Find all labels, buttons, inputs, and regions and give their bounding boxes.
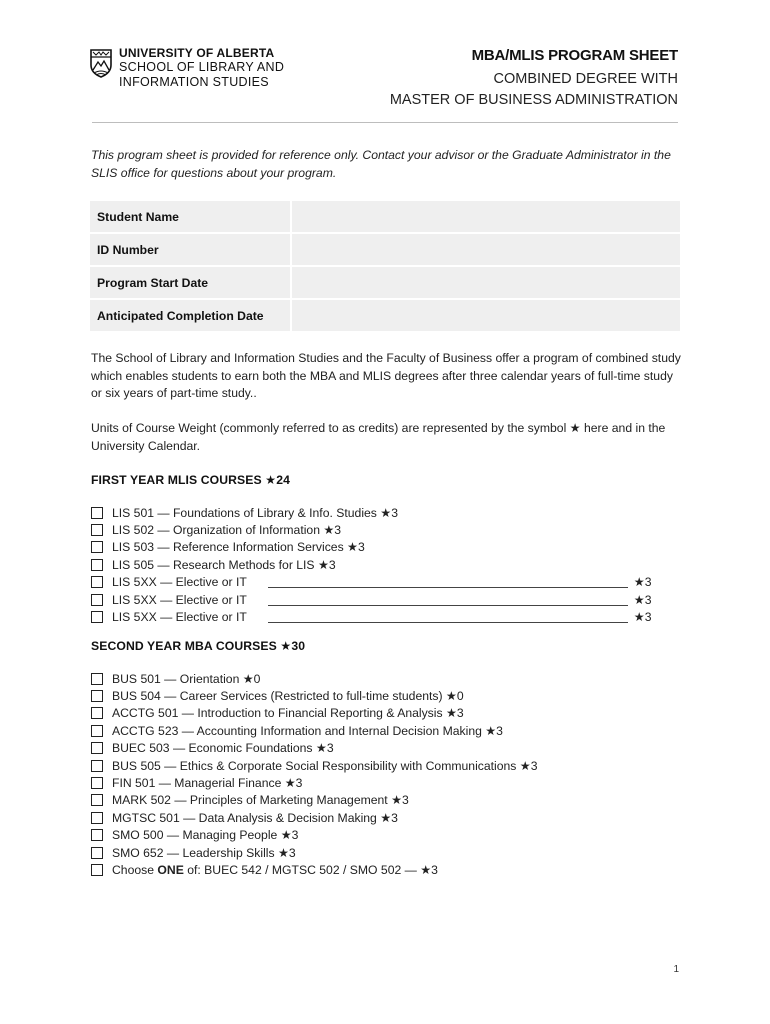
intro-note: This program sheet is provided for reference only. Contact your advisor or the Graduate Administrator in the SLIS office for questions about your program. — [91, 148, 671, 180]
choose-prefix: Choose — [112, 862, 158, 877]
list-item — [91, 757, 671, 774]
course-checkbox[interactable] — [91, 594, 103, 606]
course-checkbox[interactable] — [91, 707, 103, 719]
course-checkbox[interactable] — [91, 829, 103, 841]
list-item — [91, 722, 671, 739]
list-item — [91, 591, 671, 608]
program-start-date-label: Program Start Date — [90, 267, 290, 298]
course-checkbox[interactable] — [91, 611, 103, 623]
logo-university-name: UNIVERSITY OF ALBERTA — [119, 46, 275, 60]
id-number-row — [90, 234, 680, 265]
course-checkbox[interactable] — [91, 690, 103, 702]
course-checkbox[interactable] — [91, 794, 103, 806]
course-checkbox[interactable] — [91, 541, 103, 553]
course-checkbox[interactable] — [91, 847, 103, 859]
university-logo — [90, 47, 284, 91]
student-name-row — [90, 201, 680, 232]
list-item — [91, 774, 671, 791]
list-item — [91, 792, 671, 809]
page-number: 1 — [673, 964, 679, 975]
second-year-heading: SECOND YEAR MBA COURSES ★30 — [91, 639, 306, 653]
course-label: BUEC 503 — Economic Foundations ★3 — [112, 741, 334, 756]
page-subtitle-2: MASTER OF BUSINESS ADMINISTRATION — [389, 92, 678, 108]
logo-school-name-2: INFORMATION STUDIES — [119, 74, 269, 89]
course-label: FIN 501 — Managerial Finance ★3 — [112, 776, 303, 791]
course-label: BUS 505 — Ethics & Corporate Social Responsibility with Communications ★3 — [112, 758, 538, 773]
program-start-date-row — [90, 267, 680, 298]
list-item — [91, 844, 671, 861]
list-item — [91, 608, 671, 625]
list-item — [91, 539, 671, 556]
course-checkbox[interactable] — [91, 559, 103, 571]
course-label: MARK 502 — Principles of Marketing Management ★3 — [112, 793, 409, 808]
elective-label: LIS 5XX — Elective or IT — [112, 610, 247, 625]
elective-label: LIS 5XX — Elective or IT — [112, 575, 247, 590]
course-label: MGTSC 501 — Data Analysis & Decision Making ★3 — [112, 810, 398, 825]
course-checkbox[interactable] — [91, 507, 103, 519]
course-checkbox[interactable] — [91, 576, 103, 588]
course-label: LIS 503 — Reference Information Services ★3 — [112, 540, 365, 555]
student-info-table — [90, 201, 680, 333]
completion-date-field[interactable] — [292, 300, 680, 331]
completion-date-label: Anticipated Completion Date — [90, 300, 290, 331]
credits-explanation: Units of Course Weight (commonly referred to as credits) are represented by the symbol ★ here and in the University Calendar. — [91, 421, 666, 453]
course-label: BUS 501 — Orientation ★0 — [112, 671, 261, 686]
list-item — [91, 705, 671, 722]
student-name-label: Student Name — [90, 201, 290, 232]
list-item — [91, 574, 671, 591]
id-number-field[interactable] — [292, 234, 680, 265]
id-number-label: ID Number — [90, 234, 290, 265]
course-checkbox[interactable] — [91, 777, 103, 789]
list-item — [91, 809, 671, 826]
course-label: SMO 500 — Managing People ★3 — [112, 828, 299, 843]
course-label: ACCTG 501 — Introduction to Financial Reporting & Analysis ★3 — [112, 706, 464, 721]
university-crest-icon — [90, 48, 112, 78]
elective-blank-field[interactable] — [268, 576, 628, 588]
logo-school-name-1: SCHOOL OF LIBRARY AND — [119, 60, 285, 74]
list-item — [91, 687, 671, 704]
course-checkbox[interactable] — [91, 524, 103, 536]
list-item — [91, 670, 671, 687]
elective-credit: ★3 — [633, 592, 652, 607]
course-label: BUS 504 — Career Services (Restricted to full-time students) ★0 — [112, 689, 464, 704]
page-subtitle-1: COMBINED DEGREE WITH — [493, 71, 678, 87]
page-title: MBA/MLIS PROGRAM SHEET — [471, 47, 678, 64]
course-label: LIS 505 — Research Methods for LIS ★3 — [112, 557, 336, 572]
course-checkbox[interactable] — [91, 742, 103, 754]
header-divider — [92, 122, 678, 123]
list-item — [91, 827, 671, 844]
elective-blank-field[interactable] — [268, 611, 628, 623]
course-label: LIS 502 — Organization of Information ★3 — [112, 523, 342, 538]
document-titles — [390, 47, 678, 111]
choose-options: of: BUEC 542 / MGTSC 502 / SMO 502 — ★3 — [183, 862, 438, 877]
choose-one-label — [112, 863, 438, 877]
list-item — [91, 504, 671, 521]
first-year-course-list — [91, 504, 671, 626]
course-checkbox[interactable] — [91, 812, 103, 824]
completion-date-row — [90, 300, 680, 331]
course-label: ACCTG 523 — Accounting Information and Internal Decision Making ★3 — [112, 723, 503, 738]
first-year-heading: FIRST YEAR MLIS COURSES ★24 — [91, 473, 290, 487]
student-name-field[interactable] — [292, 201, 680, 232]
list-item — [91, 556, 671, 573]
list-item — [91, 861, 671, 878]
course-checkbox[interactable] — [91, 725, 103, 737]
course-checkbox[interactable] — [91, 760, 103, 772]
elective-credit: ★3 — [633, 575, 652, 590]
second-year-course-list — [91, 670, 671, 879]
choose-emphasis: ONE — [157, 862, 184, 877]
elective-credit: ★3 — [633, 610, 652, 625]
course-checkbox[interactable] — [91, 864, 103, 876]
list-item — [91, 740, 671, 757]
course-label: LIS 501 — Foundations of Library & Info. Studies ★3 — [112, 505, 398, 520]
course-checkbox[interactable] — [91, 673, 103, 685]
course-label: SMO 652 — Leadership Skills ★3 — [112, 845, 296, 860]
list-item — [91, 521, 671, 538]
elective-blank-field[interactable] — [268, 594, 628, 606]
elective-label: LIS 5XX — Elective or IT — [112, 592, 247, 607]
program-start-date-field[interactable] — [292, 267, 680, 298]
logo-wordmark — [119, 47, 284, 88]
program-description: The School of Library and Information Studies and the Faculty of Business offer a program of combined study which enables students to earn both the MBA and MLIS degrees after three calendar years of full-time study or six years of part-time study.. — [91, 351, 681, 400]
